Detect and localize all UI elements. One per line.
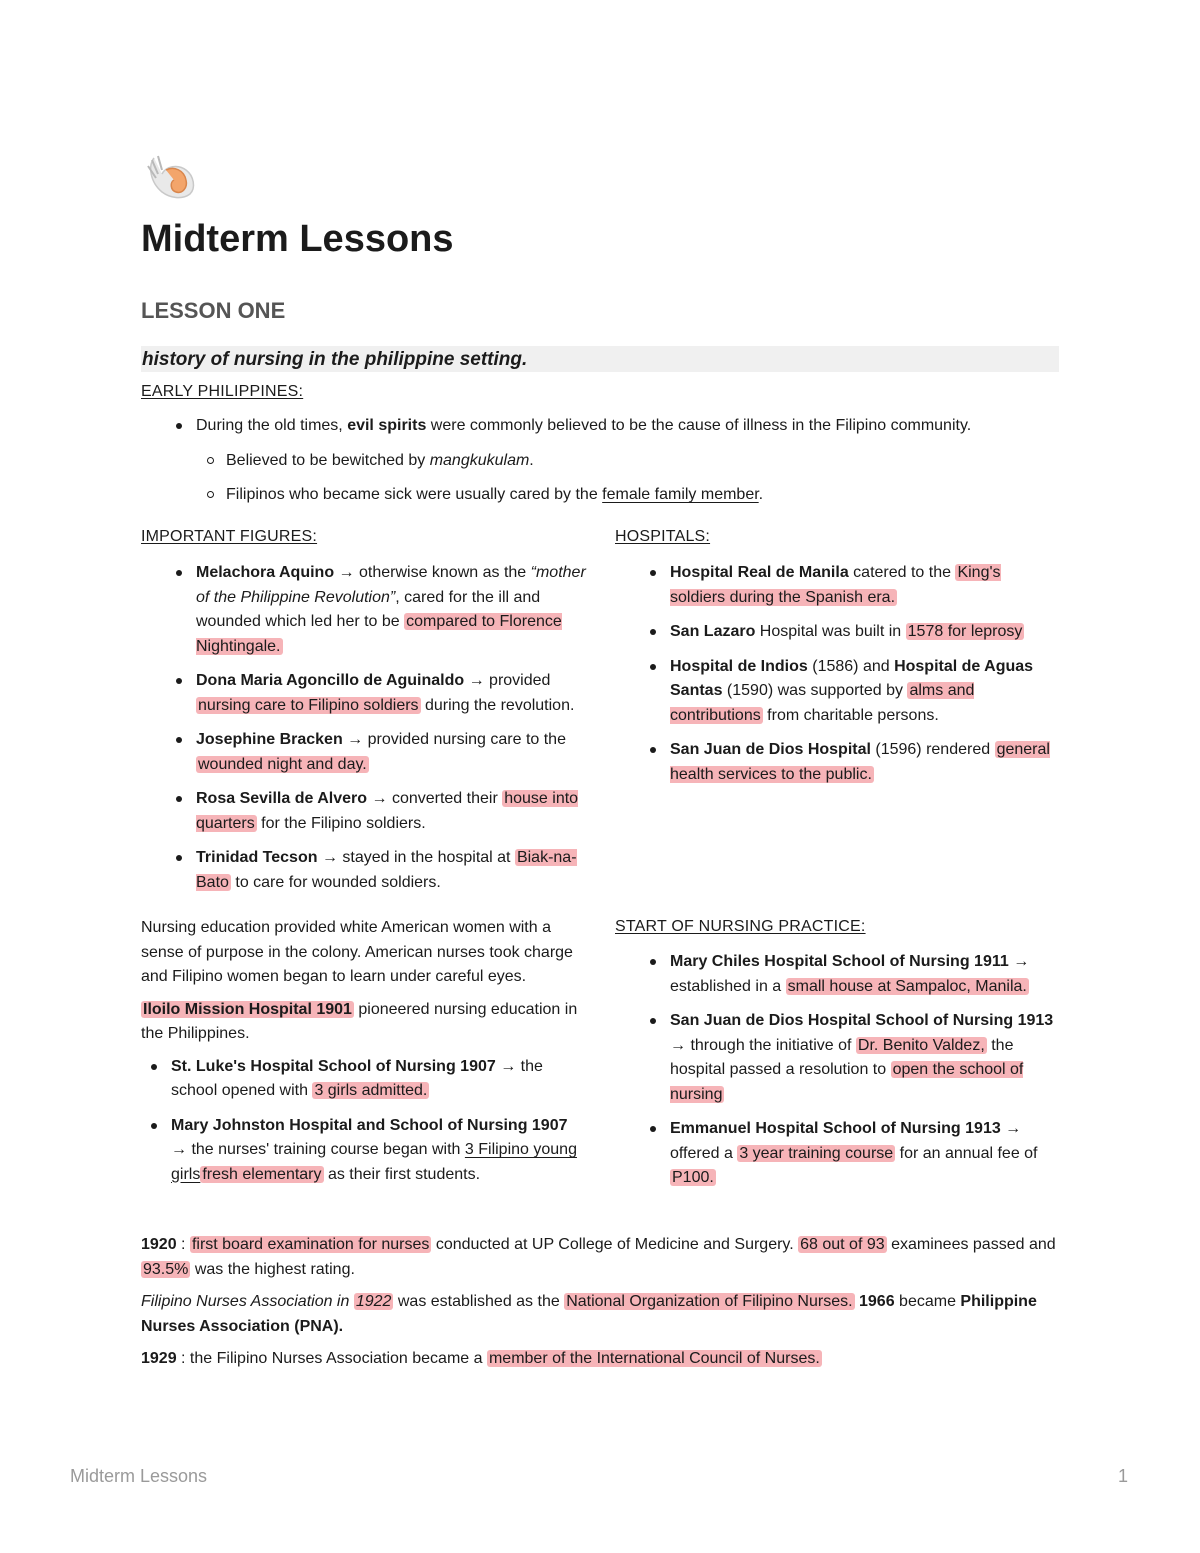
list-item: Hospital de Indios (1586) and Hospital de Aguas Santas (1590) was supported by alms and contributions from charitable persons. — [670, 655, 1060, 729]
list-item: Trinidad Tecson → stayed in the hospital at Biak-na-Bato to care for wounded soldiers. — [196, 846, 586, 895]
early-philippines-header: EARLY PHILIPPINES: — [141, 383, 304, 400]
important-figures-header: IMPORTANT FIGURES: — [141, 528, 318, 545]
footer-title: Midterm Lessons — [70, 1466, 208, 1486]
early-philippines-section — [141, 414, 1071, 518]
list-item: St. Luke's Hospital School of Nursing 1907 → the school opened with 3 girls admitted. — [171, 1055, 581, 1104]
nursing-practice-section — [615, 950, 1060, 1201]
nursing-education-section — [141, 916, 581, 1197]
list-item: Mary Johnston Hospital and School of Nursing 1907 → the nurses' training course began with 3 Filipino young girls fresh elementary as their first students. — [171, 1114, 581, 1188]
important-figures-section — [141, 561, 586, 905]
education-paragraph: Nursing education provided white American women with a sense of purpose in the colony. American nurses took charge and Filipino women began to learn under careful eyes. — [141, 919, 573, 985]
lesson-heading: LESSON ONE — [141, 298, 286, 323]
list-item: Believed to be bewitched by mangkukulam. — [226, 449, 1071, 474]
lesson-subtitle: history of nursing in the philippine setting. — [141, 346, 1059, 372]
list-item: Josephine Bracken → provided nursing care to the wounded night and day. — [196, 728, 586, 777]
list-item: Rosa Sevilla de Alvero → converted their house into quarters for the Filipino soldiers. — [196, 787, 586, 836]
timeline-1922: Filipino Nurses Association in 1922 was established as the National Organization of Filipino Nurses. 1966 became Philippine Nurses Association (PNA). — [141, 1293, 1037, 1335]
page-title: Midterm Lessons — [141, 218, 454, 260]
timeline-section — [141, 1233, 1066, 1380]
list-item: Emmanuel Hospital School of Nursing 1913 → offered a 3 year training course for an annual fee of P100. — [670, 1117, 1060, 1191]
list-item: Dona Maria Agoncillo de Aguinaldo → provided nursing care to Filipino soldiers during the revolution. — [196, 669, 586, 718]
list-item: During the old times, evil spirits were commonly believed to be the cause of illness in the Filipino community. Believed to be bewitched by mangkukulam. Filipinos who became sick were usually cared by the female family member. — [196, 414, 1071, 508]
list-item: Hospital Real de Manila catered to the King's soldiers during the Spanish era. — [670, 561, 1060, 610]
nursing-practice-header: START OF NURSING PRACTICE: — [615, 918, 866, 935]
page-number: 1 — [1117, 1466, 1128, 1486]
timeline-1920: 1920 : first board examination for nurses conducted at UP College of Medicine and Surgery. 68 out of 93 examinees passed and 93.5% was the highest rating. — [141, 1236, 1056, 1278]
hospitals-section — [615, 561, 1060, 797]
hospitals-header: HOSPITALS: — [615, 528, 711, 545]
list-item: San Juan de Dios Hospital School of Nursing 1913 → through the initiative of Dr. Benito Valdez, the hospital passed a resolution to open the school of nursing — [670, 1009, 1060, 1107]
list-item: Melachora Aquino → otherwise known as the “mother of the Philippine Revolution”, cared for the ill and wounded which led her to be compared to Florence Nightingale. — [196, 561, 586, 659]
list-item: San Lazaro Hospital was built in 1578 for leprosy — [670, 620, 1060, 645]
list-item: San Juan de Dios Hospital (1596) rendered general health services to the public. — [670, 738, 1060, 787]
seashell-icon — [144, 152, 198, 204]
timeline-1929: 1929 : the Filipino Nurses Association became a member of the International Council of Nurses. — [141, 1350, 820, 1367]
list-item: Filipinos who became sick were usually cared by the female family member. — [226, 483, 1071, 508]
iloilo-paragraph: Iloilo Mission Hospital 1901 pioneered nursing education in the Philippines. — [141, 1000, 578, 1042]
list-item: Mary Chiles Hospital School of Nursing 1911 → established in a small house at Sampaloc, Manila. — [670, 950, 1060, 999]
